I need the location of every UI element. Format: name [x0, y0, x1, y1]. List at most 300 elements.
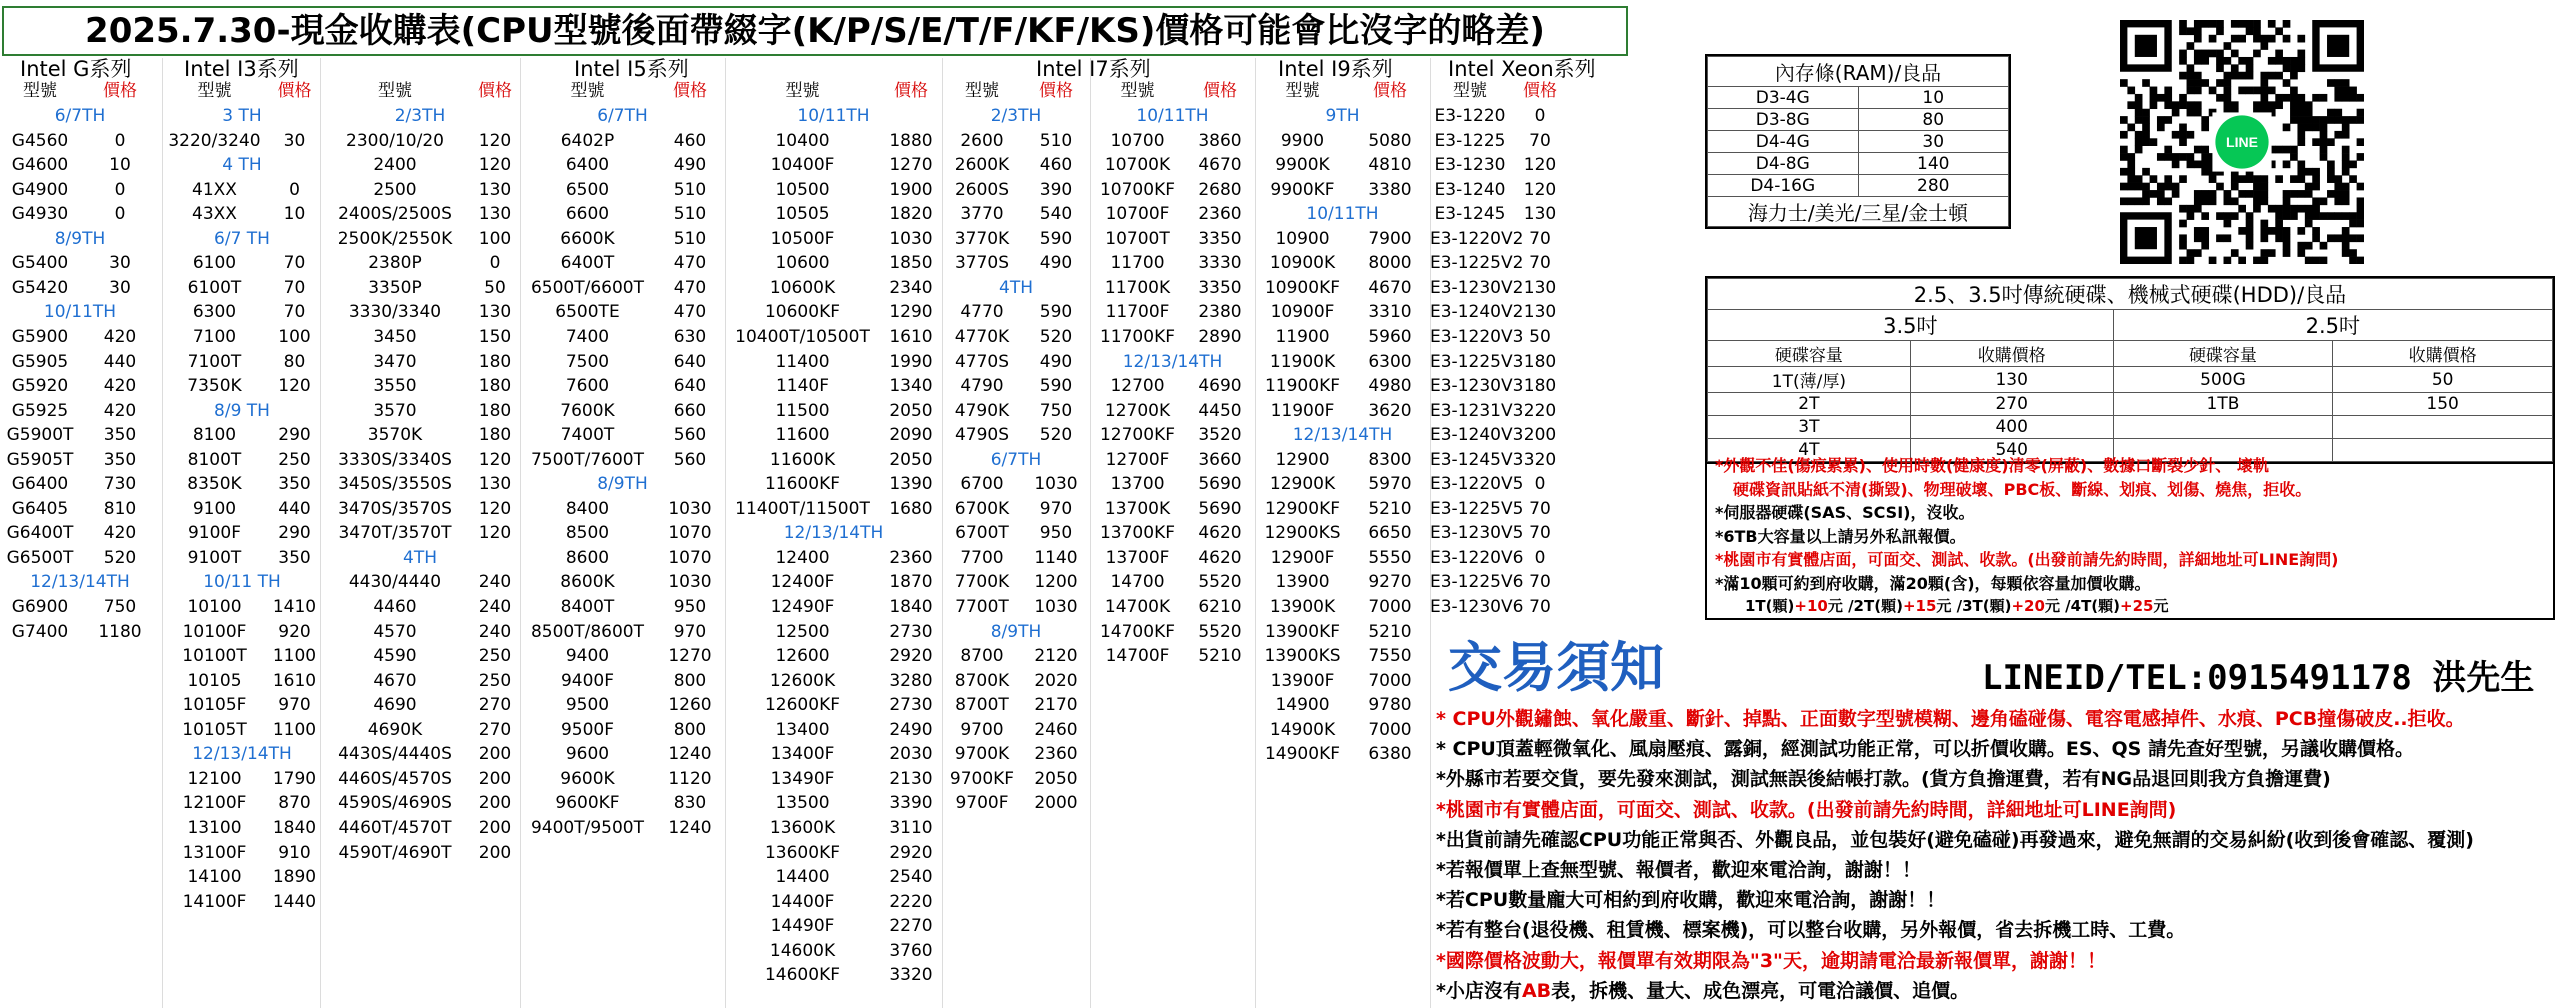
notice-rule: * CPU外觀鏽蝕、氧化嚴重、斷針、掉點、正面數字型號模糊、邊角磕碰傷、電容電感掉件、水痕、PCB撞傷破皮..拒收。	[1436, 708, 2465, 730]
cpu-price-cell: 4810	[1368, 155, 1412, 176]
cpu-price-cell: 3380	[1368, 179, 1412, 200]
cpu-model-cell: 9100	[192, 498, 237, 519]
cpu-price-cell: 2130	[889, 768, 933, 789]
cpu-model-cell: 10500	[775, 179, 830, 200]
cpu-price-cell: 970	[673, 621, 707, 642]
cpu-model-cell: E3-1225V3	[1430, 351, 1524, 372]
rule-highlight: AB	[1521, 980, 1552, 1002]
ram-price: 10	[1858, 87, 2009, 109]
cpu-model-cell: 11900KF	[1264, 376, 1340, 397]
cpu-model-cell: 3570	[373, 400, 417, 421]
cpu-price-cell: 120	[478, 523, 512, 544]
cpu-model-cell: 9700F	[955, 793, 1009, 814]
cpu-price-cell: 3310	[1368, 302, 1412, 323]
cpu-price-cell: 4980	[1368, 376, 1412, 397]
cpu-price-cell: 2360	[889, 547, 933, 568]
cpu-price-cell: 3760	[889, 940, 933, 961]
cpu-price-cell: 2360	[1034, 744, 1078, 765]
cpu-price-cell: 70	[1529, 523, 1551, 544]
cpu-model-cell: 6700T	[955, 523, 1009, 544]
cpu-model-cell: 3450	[373, 326, 417, 347]
cpu-model-cell: 12490F	[770, 597, 835, 617]
cpu-model-cell: 14700F	[1105, 646, 1170, 667]
cpu-price-cell: 5520	[1198, 621, 1242, 642]
cpu-price-cell: 4670	[1198, 155, 1242, 176]
cpu-price-cell: 590	[1039, 302, 1073, 323]
cpu-model-cell: E3-1230V5	[1430, 523, 1524, 544]
ram-price-table	[1705, 54, 2011, 229]
cpu-model-cell: G5925	[11, 400, 69, 421]
cpu-model-cell: 2400S/2500S	[338, 204, 452, 225]
cpu-price-cell: 2220	[889, 891, 933, 912]
cpu-model-cell: 3470	[373, 351, 417, 372]
notice-rule: *國際價格波動大，報價單有效期限為"3"天，逾期請電洽最新報價單，謝謝！！	[1436, 949, 2106, 972]
hdd-price-table	[1705, 276, 2555, 464]
cpu-model-cell: 10900KF	[1264, 277, 1340, 298]
cpu-model-cell: 2380P	[368, 253, 422, 274]
hdd-price: 270	[1910, 393, 2113, 416]
cpu-price-cell: 4620	[1198, 523, 1242, 544]
ram-row	[1708, 153, 2009, 175]
cpu-model-cell: 3350P	[368, 277, 422, 298]
cpu-model-cell: G6500T	[6, 547, 74, 568]
cpu-price-cell: 1240	[668, 817, 712, 838]
cpu-model-cell: 12600	[775, 646, 830, 667]
cpu-model-cell: 4670	[373, 670, 417, 691]
cpu-price-cell: 80	[283, 351, 306, 372]
cpu-price-cell: 1890	[272, 867, 317, 888]
cpu-model-cell: 9500F	[560, 719, 615, 740]
cpu-price-cell: 4670	[1368, 277, 1412, 298]
cpu-model-cell: 13900F	[1270, 670, 1335, 691]
cpu-price-cell: 200	[478, 842, 512, 863]
cpu-model-cell: 12900KF	[1264, 498, 1340, 519]
cpu-model-cell: 11400T/11500T	[735, 498, 870, 519]
cpu-model-cell: 9400T/9500T	[530, 817, 645, 838]
cpu-model-cell: 14600K	[769, 940, 836, 961]
cpu-model-cell: 12900F	[1270, 547, 1335, 568]
cpu-price-cell: 1200	[1034, 572, 1078, 593]
cpu-model-cell: 4590T/4690T	[338, 842, 452, 863]
cpu-price-cell: 350	[278, 547, 311, 568]
cpu-model-cell: 14490F	[770, 916, 835, 937]
cpu-model-cell: 13100	[187, 817, 242, 838]
cpu-model-cell: 14700K	[1104, 597, 1171, 617]
cpu-price-cell: 470	[673, 302, 707, 323]
cpu-model-cell: 11400	[775, 351, 830, 372]
cpu-price-cell: 490	[1039, 351, 1073, 372]
cpu-price-cell: 440	[103, 351, 137, 372]
cpu-model-cell: 3770	[960, 204, 1004, 225]
cpu-model-cell: 7500	[565, 351, 610, 372]
cpu-model-cell: 4460S/4570S	[338, 768, 452, 789]
cpu-model-cell: 10700KF	[1099, 179, 1175, 200]
cpu-price-cell: 1030	[889, 228, 933, 249]
cpu-price-cell: 2340	[889, 277, 933, 298]
cpu-model-cell: 13400F	[770, 744, 835, 765]
hdd-col-capacity: 硬碟容量	[1708, 341, 1911, 367]
cpu-model-cell: 10700T	[1105, 228, 1170, 249]
cpu-price-cell: 470	[673, 277, 707, 298]
cpu-model-cell: G6400T	[6, 523, 74, 544]
bonus-text: 元 /4T(顆)	[2044, 597, 2121, 615]
cpu-model-cell: 13900KS	[1264, 646, 1341, 667]
generation-label: 8/9TH	[990, 621, 1042, 642]
cpu-price-cell: 1610	[272, 670, 317, 691]
cpu-price-cell: 560	[673, 425, 707, 446]
cpu-price-cell: 5550	[1368, 547, 1412, 568]
cpu-model-cell: 2600	[960, 130, 1004, 151]
cpu-model-cell: 12500	[775, 621, 830, 642]
cpu-price-cell: 2380	[1198, 302, 1242, 323]
cpu-model-cell: 4790S	[954, 425, 1010, 446]
cpu-model-cell: 4460	[373, 597, 417, 617]
cpu-price-cell: 270	[478, 719, 512, 740]
cpu-price-cell: 1390	[889, 474, 933, 495]
cpu-price-cell: 1820	[889, 204, 933, 225]
cpu-price-cell: 8300	[1368, 449, 1412, 470]
cpu-model-cell: 10400F	[770, 155, 835, 176]
model-column-header: 型號	[785, 81, 820, 101]
cpu-model-cell: 8400T	[560, 597, 615, 617]
cpu-model-cell: 11700K	[1104, 277, 1171, 298]
cpu-price-cell: 1270	[668, 646, 712, 667]
model-column-header: 型號	[965, 81, 999, 101]
cpu-price-cell: 100	[278, 326, 311, 347]
hdd-notes	[1705, 450, 2555, 620]
cpu-price-cell: 510	[673, 179, 707, 200]
notice-rule: * CPU頂蓋輕微氧化、風扇壓痕、露銅，經測試功能正常，可以折價收購。ES、QS 請先查好型號，另議收購價格。	[1436, 738, 2414, 761]
cpu-price-cell: 8000	[1368, 253, 1412, 274]
cpu-price-cell: 4620	[1198, 547, 1242, 568]
notice-rule	[1436, 978, 1969, 1005]
cpu-price-cell: 120	[478, 449, 512, 470]
cpu-price-cell: 1030	[668, 572, 712, 593]
cpu-price-cell: 250	[478, 670, 512, 691]
cpu-price-cell: 1880	[889, 130, 933, 151]
cpu-price-cell: 1030	[668, 498, 712, 519]
cpu-price-cell: 520	[1039, 425, 1073, 446]
hdd-col-capacity: 硬碟容量	[2113, 341, 2333, 367]
cpu-price-cell: 660	[673, 400, 707, 421]
cpu-model-cell: 3330S/3340S	[338, 449, 452, 470]
cpu-model-cell: 13900K	[1269, 597, 1336, 617]
cpu-model-cell: G4930	[11, 204, 69, 225]
cpu-price-cell: 7000	[1368, 719, 1412, 740]
cpu-model-cell: 2500	[373, 179, 417, 200]
cpu-model-cell: 6700K	[954, 498, 1010, 519]
cpu-price-cell: 5960	[1368, 326, 1412, 347]
cpu-price-cell: 180	[1523, 351, 1557, 372]
cpu-price-cell: 240	[478, 621, 512, 642]
cpu-model-cell: 9600	[565, 744, 610, 765]
line-logo-text: LINE	[2226, 134, 2258, 150]
cpu-price-cell: 5210	[1198, 646, 1242, 667]
cpu-price-cell: 10	[283, 204, 306, 225]
generation-label: 4TH	[403, 547, 437, 568]
cpu-price-cell: 2270	[889, 916, 933, 937]
notice-rule: *若報價單上查無型號、報價者，歡迎來電洽詢，謝謝！！	[1436, 859, 1921, 881]
cpu-model-cell: 7350K	[187, 376, 242, 397]
cpu-price-cell: 640	[673, 351, 707, 372]
ram-type: D4-4G	[1708, 131, 1859, 153]
cpu-model-cell: 9600K	[560, 768, 615, 789]
generation-label: 10/11TH	[797, 106, 870, 126]
ram-price: 280	[1858, 175, 2009, 197]
cpu-model-cell: 4770K	[954, 326, 1010, 347]
cpu-price-cell: 2050	[889, 449, 933, 470]
cpu-model-cell: 10505	[775, 204, 830, 225]
cpu-model-cell: 7400	[565, 326, 610, 347]
model-column-header: 型號	[23, 81, 57, 101]
notice-rule: *外縣市若要交貨，要先發來測試，測試無誤後結帳打款。(貨方負擔運費，若有NG品退回則我方負擔運費)	[1436, 768, 2331, 791]
hdd-row	[1708, 393, 2553, 416]
ram-row	[1708, 175, 2009, 197]
cpu-model-cell: 7400T	[560, 425, 615, 446]
cpu-model-cell: 14100	[187, 867, 242, 888]
cpu-model-cell: 4690K	[367, 719, 423, 740]
generation-label: 10/11 TH	[203, 572, 281, 593]
cpu-price-cell: 1030	[1034, 474, 1078, 495]
cpu-model-cell: 11900F	[1270, 400, 1335, 421]
notice-rule: *若CPU數量龐大可相約到府收購，歡迎來電洽詢，謝謝！！	[1436, 889, 1946, 912]
cpu-model-cell: 4590	[373, 646, 417, 667]
cpu-price-cell: 120	[1523, 179, 1557, 200]
cpu-price-cell: 1180	[98, 621, 142, 642]
cpu-model-cell: 10400T/10500T	[735, 326, 870, 347]
cpu-model-cell: 10600K	[769, 277, 836, 298]
series-header-g: Intel G系列	[20, 57, 132, 81]
cpu-price-cell: 1870	[889, 572, 933, 593]
cpu-price-cell: 290	[278, 523, 311, 544]
cpu-price-cell: 180	[478, 351, 512, 372]
generation-label: 10/11TH	[1136, 106, 1209, 126]
cpu-price-cell: 240	[478, 572, 512, 593]
cpu-price-cell: 920	[278, 621, 311, 642]
cpu-model-cell: G4560	[11, 130, 69, 151]
cpu-model-cell: E3-1225V6	[1430, 572, 1524, 593]
cpu-model-cell: 9100F	[187, 523, 242, 544]
cpu-price-cell: 2890	[1198, 326, 1242, 347]
hdd-price: 540	[1910, 439, 2113, 462]
cpu-model-cell: E3-1225V5	[1430, 498, 1524, 519]
cpu-price-cell: 2730	[889, 621, 933, 642]
cpu-model-cell: 10105F	[182, 695, 247, 716]
cpu-price-cell: 70	[1529, 130, 1551, 151]
ram-table-header: 內存條(RAM)/良品	[1708, 57, 2009, 87]
cpu-price-cell: 130	[478, 179, 512, 200]
cpu-price-cell: 120	[478, 155, 512, 176]
cpu-price-cell: 1990	[889, 351, 933, 372]
hdd-bonus-line	[1715, 595, 2545, 619]
cpu-model-cell: 10700K	[1104, 155, 1171, 176]
generation-label: 9TH	[1325, 106, 1360, 126]
cpu-price-cell: 240	[478, 597, 512, 617]
bonus-amount: +15	[1902, 597, 1937, 615]
generation-label: 10/11TH	[1306, 204, 1379, 225]
cpu-price-cell: 540	[1039, 204, 1073, 225]
cpu-price-cell: 150	[478, 326, 512, 347]
cpu-model-cell: 8100	[192, 425, 237, 446]
cpu-model-cell: 14700	[1110, 572, 1165, 593]
generation-label: 4TH	[999, 277, 1033, 298]
series-header-i5: Intel I5系列	[574, 57, 689, 81]
cpu-model-cell: 9700KF	[949, 768, 1015, 789]
cpu-price-cell: 70	[1529, 597, 1551, 617]
cpu-price-cell: 5690	[1198, 498, 1242, 519]
cpu-price-cell: 180	[1523, 376, 1557, 397]
empty-cell	[2113, 416, 2333, 439]
cpu-model-cell: 10600	[775, 253, 830, 274]
cpu-price-cell: 290	[278, 425, 311, 446]
cpu-model-cell: 10700	[1110, 130, 1165, 151]
cpu-price-cell: 1610	[889, 326, 933, 347]
cpu-price-cell: 130	[478, 204, 512, 225]
cpu-model-cell: G5900	[11, 326, 69, 347]
hdd-price: 150	[2333, 393, 2553, 416]
cpu-price-cell: 1260	[668, 695, 712, 716]
cpu-price-cell: 5080	[1368, 130, 1412, 151]
cpu-model-cell: E3-1220V3	[1430, 326, 1524, 347]
cpu-price-cell: 0	[289, 179, 300, 200]
model-column-header: 型號	[1120, 81, 1155, 101]
notice-title: 交易須知	[1448, 636, 1664, 699]
cpu-price-cell: 120	[1523, 155, 1557, 176]
cpu-price-cell: 3520	[1198, 425, 1242, 446]
hdd-capacity: 1TB	[2113, 393, 2333, 416]
cpu-model-cell: 43XX	[192, 204, 237, 225]
cpu-price-cell: 510	[673, 228, 707, 249]
cpu-price-cell: 6210	[1198, 597, 1242, 617]
cpu-price-cell: 800	[673, 719, 707, 740]
price-column-header: 價格	[1523, 81, 1557, 101]
model-column-header: 型號	[197, 81, 232, 101]
price-column-header: 價格	[103, 81, 137, 101]
cpu-model-cell: 8400	[565, 498, 610, 519]
cpu-model-cell: G6900	[11, 597, 69, 617]
cpu-price-cell: 390	[1039, 179, 1073, 200]
cpu-price-cell: 0	[114, 179, 126, 200]
series-header-xeon: Intel Xeon系列	[1448, 57, 1596, 81]
cpu-price-cell: 3350	[1198, 277, 1242, 298]
cpu-model-cell: 6100	[192, 253, 237, 274]
cpu-model-cell: 10700F	[1105, 204, 1170, 225]
model-column-header: 型號	[1453, 81, 1487, 101]
cpu-price-cell: 250	[478, 646, 512, 667]
cpu-price-cell: 1240	[668, 744, 712, 765]
generation-label: 6/7TH	[597, 106, 648, 126]
cpu-price-cell: 460	[673, 130, 707, 151]
cpu-model-cell: 8700	[960, 646, 1004, 667]
cpu-model-cell: 7600K	[560, 400, 615, 421]
cpu-price-cell: 0	[1534, 547, 1546, 568]
cpu-price-cell: 130	[1523, 277, 1557, 298]
hdd-note: *桃園市有實體店面，可面交、測試、收款。(出發前請先約時間，詳細地址可LINE詢問)	[1715, 550, 2339, 569]
cpu-price-cell: 100	[478, 228, 512, 249]
notice-rule: *桃園市有實體店面，可面交、測試、收款。(出發前請先約時間，詳細地址可LINE詢問)	[1436, 798, 2177, 821]
hdd-capacity: 1T(薄/厚)	[1708, 367, 1911, 393]
ram-type: D4-8G	[1708, 153, 1859, 175]
hdd-capacity: 3T	[1708, 416, 1911, 439]
cpu-model-cell: 6300	[192, 302, 237, 323]
cpu-model-cell: 14900KF	[1264, 744, 1340, 765]
cpu-model-cell: 9900	[1280, 130, 1325, 151]
generation-label: 10/11TH	[43, 302, 117, 323]
model-column-header: 型號	[570, 81, 605, 101]
cpu-price-cell: 510	[673, 204, 707, 225]
cpu-model-cell: 10500F	[770, 228, 835, 249]
cpu-price-cell: 1140	[1034, 547, 1078, 568]
hdd-35-header: 3.5吋	[1708, 310, 2114, 341]
cpu-price-cell: 130	[1523, 302, 1557, 323]
cpu-price-cell: 1840	[889, 597, 933, 617]
cpu-model-cell: 4430S/4440S	[338, 744, 452, 765]
bonus-text: 元	[2153, 597, 2169, 615]
cpu-model-cell: 3330/3340	[348, 302, 442, 323]
ram-price: 30	[1858, 131, 2009, 153]
cpu-model-cell: 3770S	[954, 253, 1010, 274]
cpu-price-cell: 520	[103, 547, 137, 568]
cpu-model-cell: 10600KF	[764, 302, 840, 323]
cpu-price-cell: 970	[1039, 498, 1073, 519]
bonus-text: 1T(顆)	[1745, 597, 1795, 615]
cpu-model-cell: 2600S	[954, 179, 1010, 200]
cpu-price-cell: 2730	[889, 695, 933, 716]
cpu-price-cell: 910	[278, 842, 311, 863]
cpu-price-cell: 7000	[1368, 597, 1412, 617]
cpu-price-cell: 970	[278, 695, 311, 716]
cpu-price-cell: 30	[109, 277, 131, 298]
cpu-model-cell: 3470S/3570S	[338, 498, 452, 519]
cpu-price-cell: 7550	[1368, 646, 1412, 667]
cpu-model-cell: 4790	[960, 376, 1004, 397]
cpu-model-cell: 13700	[1110, 474, 1165, 495]
cpu-price-cell: 4450	[1198, 400, 1242, 421]
cpu-price-cell: 2680	[1198, 179, 1242, 200]
hdd-note: 硬碟資訊貼紙不清(撕毀)、物理破壞、PBC板、斷線、划痕、划傷、燒焦，拒收。	[1733, 479, 2312, 499]
cpu-price-cell: 520	[1039, 326, 1073, 347]
cpu-model-cell: 1140F	[775, 376, 830, 397]
cpu-price-cell: 130	[478, 474, 512, 495]
cpu-model-cell: 7100	[192, 326, 237, 347]
model-column-header: 型號	[1285, 81, 1320, 101]
cpu-model-cell: 10900	[1275, 228, 1330, 249]
cpu-price-cell: 2360	[1198, 204, 1242, 225]
cpu-model-cell: 13100F	[182, 842, 247, 863]
generation-label: 3 TH	[222, 106, 262, 126]
price-column-header: 價格	[277, 81, 312, 101]
hdd-note: *伺服器硬碟(SAS、SCSI)，沒收。	[1715, 503, 1975, 522]
cpu-model-cell: 12100F	[182, 793, 247, 814]
cpu-model-cell: 6100T	[187, 277, 242, 298]
cpu-price-cell: 950	[1039, 523, 1073, 544]
generation-label: 6/7TH	[54, 106, 106, 126]
cpu-model-cell: G6405	[11, 498, 69, 519]
cpu-price-cell: 490	[673, 155, 707, 176]
cpu-price-cell: 490	[1039, 253, 1073, 274]
cpu-model-cell: 3770K	[954, 228, 1010, 249]
cpu-model-cell: 3550	[373, 376, 417, 397]
cpu-model-cell: 6700	[960, 474, 1004, 495]
cpu-price-cell: 1030	[1034, 597, 1078, 617]
cpu-model-cell: G5900T	[6, 425, 74, 446]
cpu-price-cell: 1850	[889, 253, 933, 274]
cpu-model-cell: 4770	[960, 302, 1004, 323]
ram-row	[1708, 87, 2009, 109]
cpu-price-cell: 0	[489, 253, 501, 274]
cpu-model-cell: 13600KF	[764, 842, 840, 863]
cpu-model-cell: 8700T	[955, 695, 1009, 716]
